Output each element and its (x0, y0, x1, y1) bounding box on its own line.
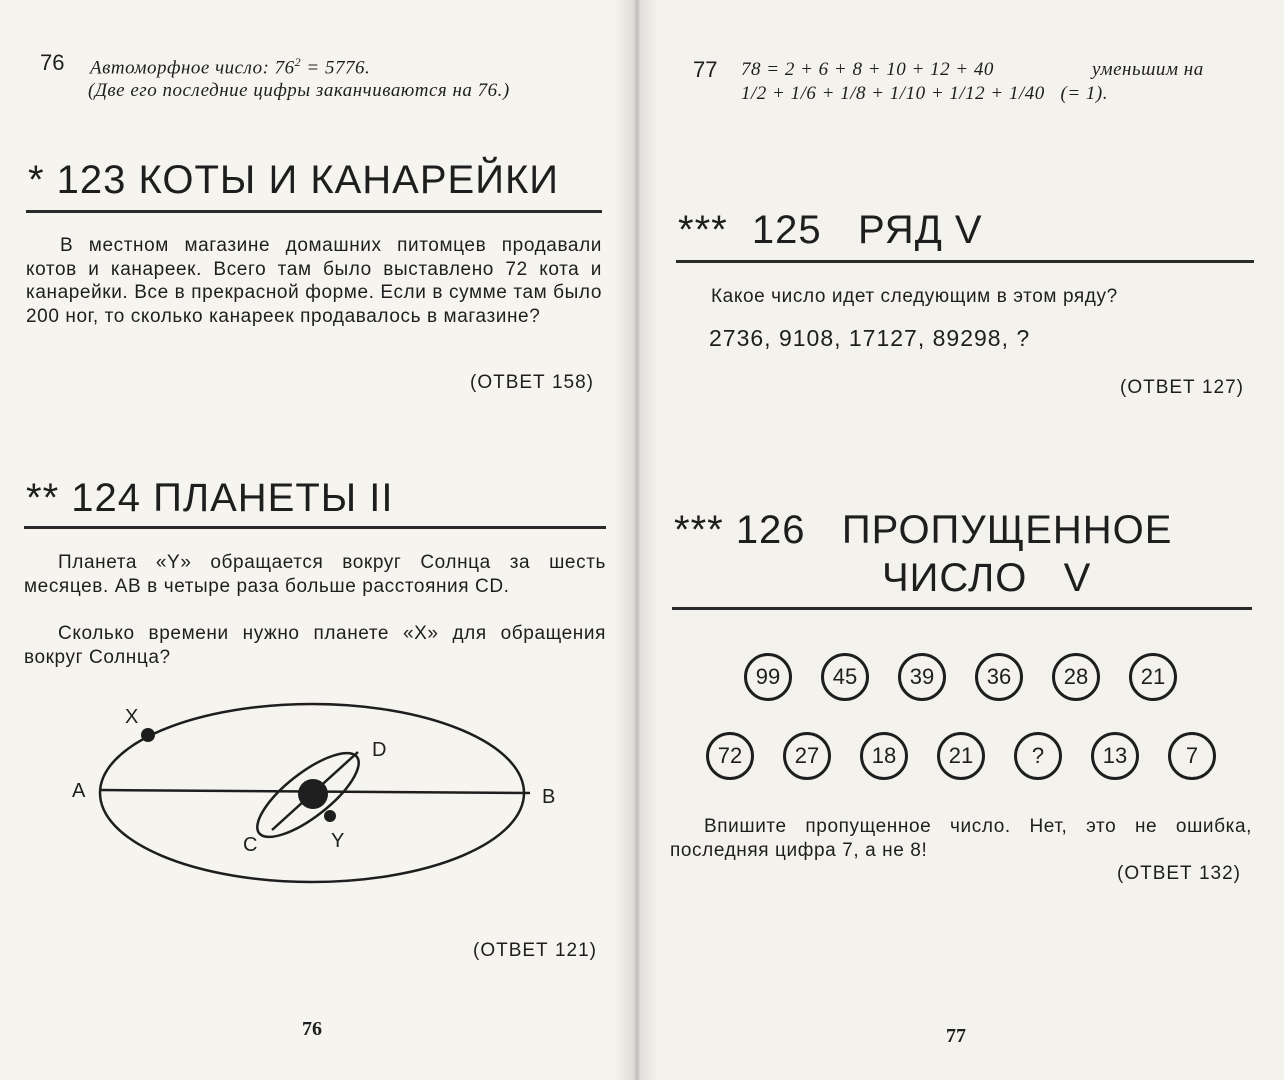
label-x: X (125, 706, 139, 728)
circled-number: 7 (1168, 732, 1216, 780)
puzzle-124-answer: (ОТВЕТ 121) (473, 940, 597, 961)
circled-number: ? (1014, 732, 1062, 780)
puzzle-125-rule (676, 260, 1254, 263)
puzzle-125-series: 2736, 9108, 17127, 89298, ? (709, 325, 1031, 351)
puzzle-123-rule (26, 210, 602, 213)
puzzle-124-title: ** 124 ПЛАНЕТЫ II (26, 476, 394, 520)
folio-left: 76 (302, 1018, 322, 1040)
puzzle-123-answer: (ОТВЕТ 158) (470, 372, 594, 393)
label-y: Y (331, 830, 345, 852)
puzzle-125-question: Какое число идет следующим в этом ряду? (711, 286, 1118, 307)
puzzle-123-text: В местном магазине домашних питомцев продавали котов и канареек. Всего там было выставлено 72 кота и канарейки. Все в прекрасной форме. Если в сумме там было 200 ног, то сколько канареек продавалось в магазине? (26, 235, 602, 327)
left-page (0, 0, 636, 1080)
label-a: A (72, 780, 86, 802)
circled-number: 99 (744, 653, 792, 701)
circled-number: 27 (783, 732, 831, 780)
puzzle-126-title-line-1: *** 126 ПРОПУЩЕННОЕ (674, 508, 1173, 552)
label-c: C (243, 834, 258, 856)
puzzle-125-answer: (ОТВЕТ 127) (1120, 377, 1244, 398)
note-line-1-suffix: = 5776. (301, 57, 371, 79)
label-b: B (542, 786, 556, 808)
circled-number: 21 (1129, 653, 1177, 701)
note-formula: 78 = 2 + 6 + 8 + 10 + 12 + 40 (741, 59, 994, 80)
planet-x (141, 728, 155, 742)
circled-number: 13 (1091, 732, 1139, 780)
planet-y (324, 810, 336, 822)
note-line-2: (Две его последние цифры заканчиваются на 76.) (88, 80, 510, 101)
circled-number: 45 (821, 653, 869, 701)
puzzle-126-answer: (ОТВЕТ 132) (1117, 863, 1241, 884)
circled-number: 21 (937, 732, 985, 780)
right-page (636, 0, 1284, 1080)
circled-number: 39 (898, 653, 946, 701)
note-formula-tail: уменьшим на (1092, 59, 1204, 80)
note-fractions: 1/2 + 1/6 + 1/8 + 1/10 + 1/12 + 1/40 (= 1). (741, 83, 1109, 104)
folio-right: 77 (946, 1025, 966, 1047)
book-gutter (614, 0, 658, 1080)
note-line-1-sup: 2 (294, 55, 302, 69)
label-d: D (372, 739, 387, 761)
puzzle-126-title-line-2: ЧИСЛО V (882, 556, 1092, 600)
puzzle-124-text-1: Планета «Y» обращается вокруг Солнца за шесть месяцев. АВ в четыре раза больше расстояния CD. (24, 552, 606, 597)
puzzle-126-text: Впишите пропущенное число. Нет, это не ошибка, последняя цифра 7, а не 8! (670, 816, 1252, 861)
puzzle-123-title: * 123 КОТЫ И КАНАРЕЙКИ (28, 158, 560, 202)
circled-number: 18 (860, 732, 908, 780)
note-number-right: 77 (693, 57, 718, 82)
puzzle-125-title: *** 125 РЯД V (678, 208, 983, 252)
puzzle-126-rule (672, 607, 1252, 610)
note-number: 76 (40, 50, 65, 75)
circled-number: 36 (975, 653, 1023, 701)
puzzle-124-rule (24, 526, 606, 529)
orbit-diagram (60, 695, 580, 895)
note-line-1-prefix: Автоморфное число: 76 (90, 57, 295, 79)
note-line-1 (90, 55, 370, 79)
sun (298, 779, 328, 809)
puzzle-124-text-2: Сколько времени нужно планете «X» для обращения вокруг Солнца? (24, 623, 606, 668)
circled-number: 28 (1052, 653, 1100, 701)
circled-number: 72 (706, 732, 754, 780)
